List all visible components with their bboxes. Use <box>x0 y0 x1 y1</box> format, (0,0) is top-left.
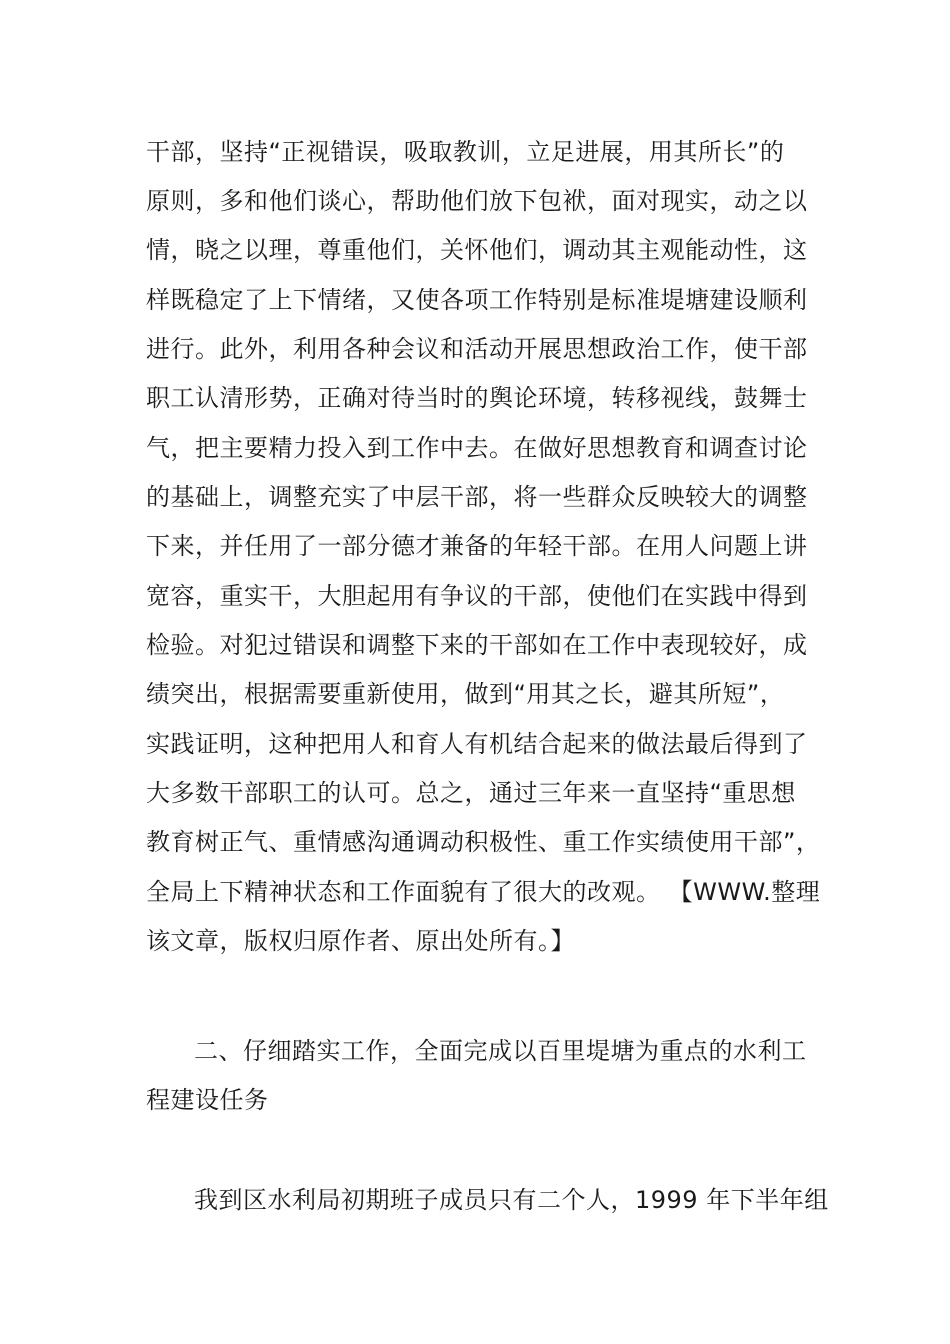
paragraph-line: 全局上下精神状态和工作面貌有了很大的改观。 【WWW.整理 <box>146 878 821 906</box>
paragraph-line: 进行。此外，利用各种会议和活动开展思想政治工作，使干部 <box>146 335 808 363</box>
paragraph-line: 的基础上，调整充实了中层干部，将一些群众反映较大的调整 <box>146 483 808 511</box>
paragraph-line: 原则，多和他们谈心，帮助他们放下包袱，面对现实，动之以 <box>146 187 808 215</box>
paragraph-line: 职工认清形势，正确对待当时的舆论环境，转移视线，鼓舞士 <box>146 384 808 412</box>
section-heading: 程建设任务 <box>146 1086 269 1114</box>
paragraph-line: 教育树正气、重情感沟通调动积极性、重工作实绩使用干部”， <box>146 828 821 856</box>
paragraph-line: 下来，并任用了一部分德才兼备的年轻干部。在用人问题上讲 <box>146 532 808 560</box>
paragraph-line: 大多数干部职工的认可。总之，通过三年来一直坚持“重思想 <box>146 779 796 807</box>
paragraph-line: 该文章，版权归原作者、原出处所有。】 <box>146 927 575 955</box>
paragraph-line: 检验。对犯过错误和调整下来的干部如在工作中表现较好，成 <box>146 631 808 659</box>
paragraph-line: 绩突出，根据需要重新使用，做到“用其之长，避其所短”， <box>146 680 785 708</box>
section-heading: 二、仔细踏实工作，全面完成以百里堤塘为重点的水利工 <box>194 1037 807 1065</box>
paragraph-line: 气，把主要精力投入到工作中去。在做好思想教育和调查讨论 <box>146 434 808 462</box>
paragraph-line: 我到区水利局初期班子成员只有二个人，1999 年下半年组 <box>194 1186 829 1214</box>
paragraph-line: 情，晓之以理，尊重他们，关怀他们，调动其主观能动性，这 <box>146 236 808 264</box>
paragraph-line: 样既稳定了上下情绪，又使各项工作特别是标准堤塘建设顺利 <box>146 286 808 314</box>
paragraph-line: 宽容，重实干，大胆起用有争议的干部，使他们在实践中得到 <box>146 582 808 610</box>
paragraph-line: 实践证明，这种把用人和育人有机结合起来的做法最后得到了 <box>146 730 808 758</box>
paragraph-line: 干部，坚持“正视错误，吸取教训，立足进展，用其所长”的 <box>146 138 785 166</box>
